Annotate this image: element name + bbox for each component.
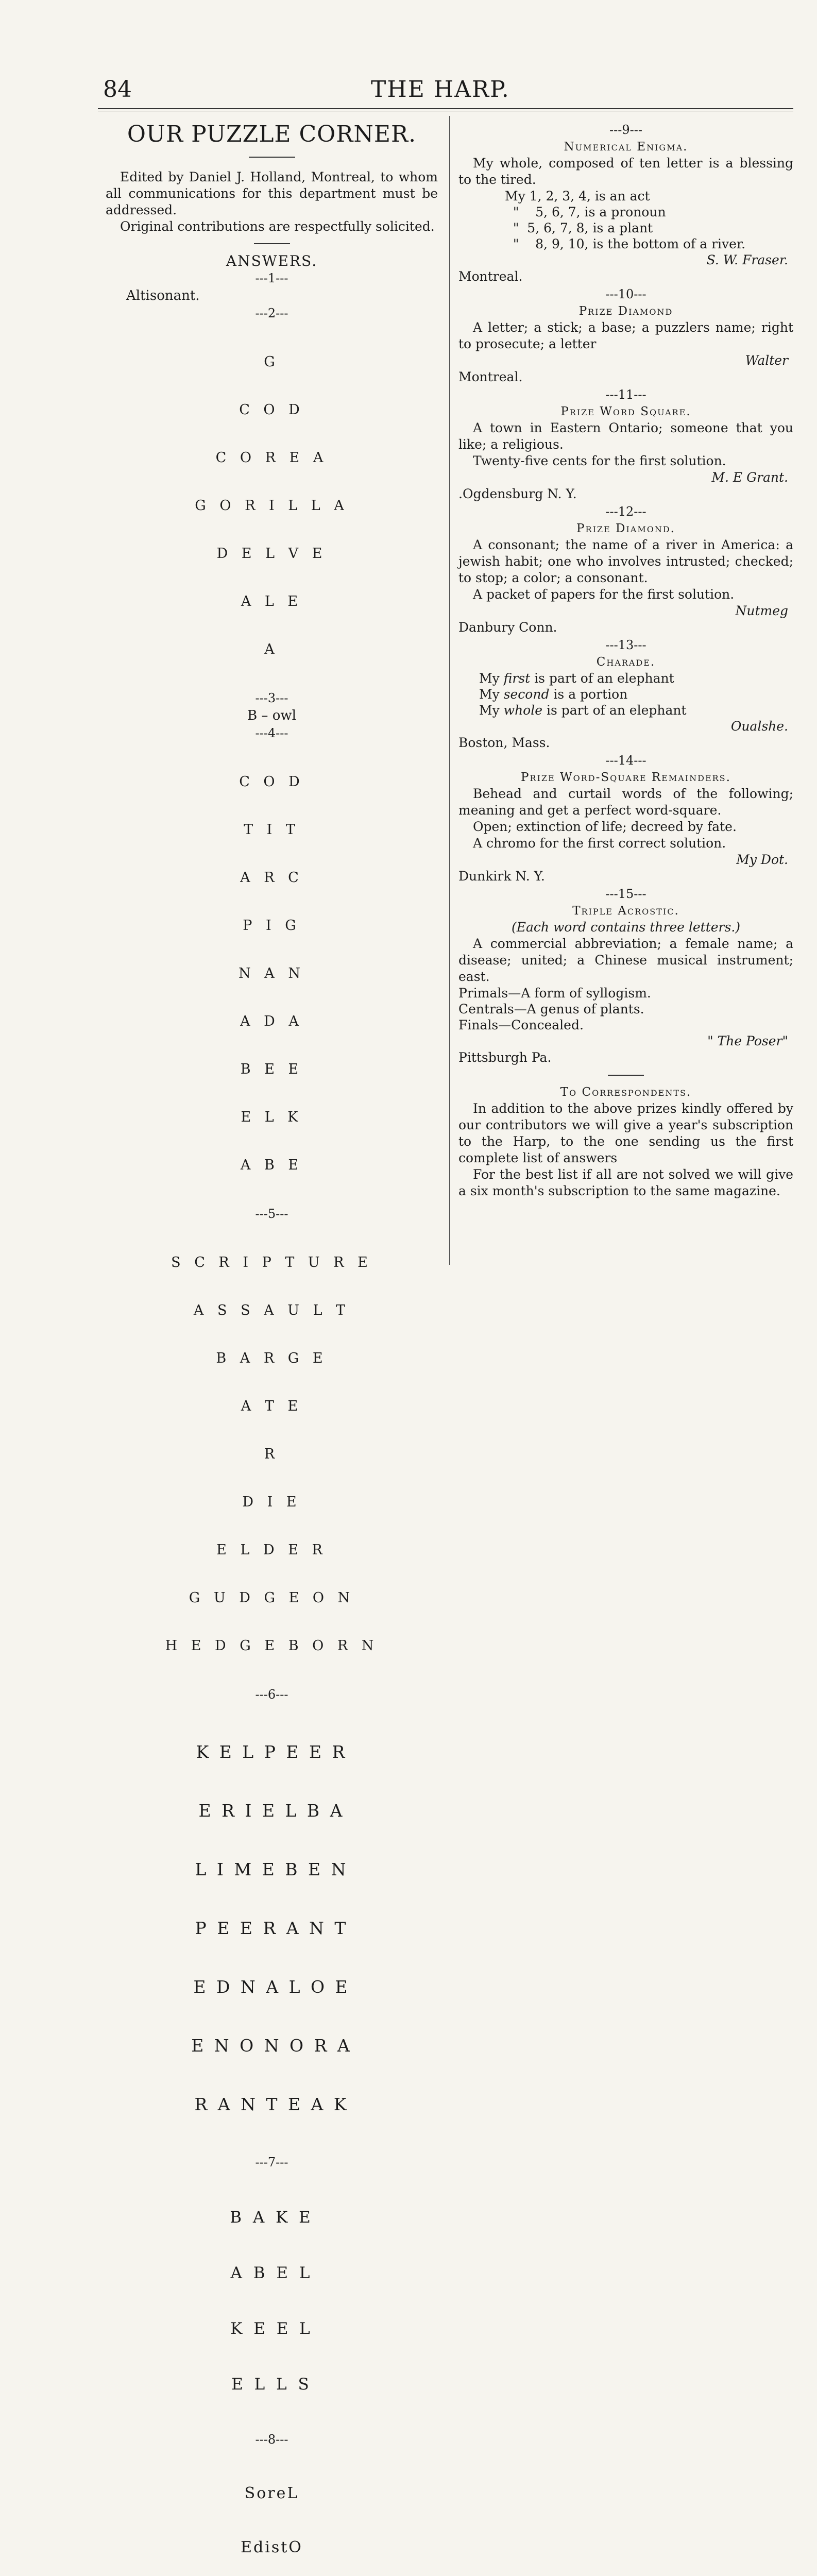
puzzle-number: ---14--- bbox=[605, 753, 646, 768]
answer-number: ---4--- bbox=[255, 726, 288, 740]
contributor-location: .Ogdensburg N. Y. bbox=[458, 486, 577, 501]
contributor-signature: Oualshe. bbox=[730, 719, 788, 734]
puzzle-note: (Each word contains three letters.) bbox=[511, 920, 741, 935]
contributor-signature: My Dot. bbox=[736, 852, 788, 867]
contributor-signature: S. W. Fraser. bbox=[706, 252, 788, 267]
puzzle-text: My whole, composed of ten letter is a blessing to the tired. bbox=[458, 156, 793, 187]
grid-line: G O R I L L A bbox=[195, 498, 349, 514]
puzzle-text: A letter; a stick; a base; a puzzlers name; right to prosecute; a letter bbox=[458, 320, 793, 351]
puzzle-text: A commercial abbreviation; a female name; a disease; united; a Chinese musical instrument; east. bbox=[458, 936, 793, 984]
title-rule bbox=[249, 157, 295, 158]
charade-line-end: is a portion bbox=[549, 687, 628, 702]
puzzle-number: ---10--- bbox=[605, 287, 646, 301]
answer-number: ---1--- bbox=[255, 271, 288, 285]
grid-line: K E L P E E R bbox=[196, 1742, 348, 1762]
acrostic-finals: Finals—Concealed. bbox=[458, 1018, 584, 1032]
header-rule bbox=[98, 108, 793, 111]
answer-number: ---3--- bbox=[255, 691, 288, 705]
grid-line: A R C bbox=[240, 870, 303, 886]
grid-line: H E D G E B O R N bbox=[165, 1638, 379, 1654]
section-title: OUR PUZZLE CORNER. bbox=[127, 121, 417, 147]
puzzle-heading: Prize Diamond. bbox=[576, 522, 675, 535]
answer-6-grid bbox=[106, 1703, 438, 2154]
right-column bbox=[458, 121, 793, 1199]
divider-rule bbox=[608, 1075, 644, 1076]
page-header bbox=[103, 76, 793, 107]
grid-line: B A K E bbox=[230, 2208, 314, 2227]
grid-line: E D N A L O E bbox=[193, 1977, 350, 1997]
divider-rule bbox=[254, 243, 290, 244]
contributor-signature: Nutmeg bbox=[735, 603, 788, 618]
charade-keyword: second bbox=[503, 687, 550, 702]
puzzle-number: ---12--- bbox=[605, 504, 646, 519]
left-column bbox=[106, 121, 438, 2576]
puzzle-heading: Charade. bbox=[596, 655, 656, 669]
correspondents-text: For the best list if all are not solved we will give a six month's subscription to the same magazine. bbox=[458, 1167, 793, 1198]
puzzle-heading: Prize Word Square. bbox=[560, 405, 691, 418]
answer-4-grid bbox=[106, 742, 438, 1205]
puzzle-text: A town in Eastern Ontario; someone that you like; a religious. bbox=[458, 420, 793, 452]
contributor-location: Dunkirk N. Y. bbox=[458, 869, 545, 884]
grid-line: A S S A U L T bbox=[193, 1302, 350, 1318]
acrostic-primals: Primals—A form of syllogism. bbox=[458, 986, 651, 1001]
grid-line: P I G bbox=[243, 918, 301, 934]
editor-note: Edited by Daniel J. Holland, Montreal, to whom all communications for this department must be addressed. bbox=[106, 170, 438, 217]
grid-line: B E E bbox=[240, 1061, 303, 1077]
grid-line: S C R I P T U R E bbox=[171, 1255, 372, 1270]
answer-2-diamond bbox=[106, 322, 438, 689]
charade-line-start: My bbox=[479, 703, 504, 718]
answer-5-grid bbox=[106, 1223, 438, 1686]
page-number: 84 bbox=[103, 76, 132, 103]
correspondents-heading: To Correspondents. bbox=[560, 1086, 692, 1099]
grid-line: D E L V E bbox=[216, 546, 327, 562]
grid-line: K E E L bbox=[230, 2319, 313, 2338]
answer-number: ---7--- bbox=[255, 2155, 288, 2170]
puzzle-number: ---9--- bbox=[609, 123, 642, 137]
answer-number: ---5--- bbox=[255, 1207, 288, 1221]
grid-line: A B E bbox=[240, 1157, 303, 1173]
answer-1: Altisonant. bbox=[126, 288, 200, 303]
grid-line: A T E bbox=[241, 1398, 303, 1414]
answer-number: ---6--- bbox=[255, 1687, 288, 1702]
contributor-signature: Walter bbox=[745, 353, 788, 368]
puzzle-heading: Triple Acrostic. bbox=[572, 904, 679, 918]
charade-keyword: first bbox=[503, 671, 531, 686]
puzzle-heading: Prize Diamond bbox=[578, 304, 673, 318]
puzzle-heading: Numerical Enigma. bbox=[564, 140, 688, 154]
charade-line-start: My bbox=[479, 671, 504, 686]
acrostic-centrals: Centrals—A genus of plants. bbox=[458, 1002, 644, 1016]
contributor-location: Pittsburgh Pa. bbox=[458, 1050, 552, 1065]
grid-line: E L D E R bbox=[216, 1542, 327, 1558]
grid-line: A B E L bbox=[230, 2264, 313, 2282]
grid-line: E R I E L B A bbox=[198, 1801, 345, 1821]
answers-heading: ANSWERS. bbox=[226, 252, 318, 269]
puzzle-text: Behead and curtail words of the following; meaning and get a perfect word-square. bbox=[458, 786, 793, 818]
grid-line: C O D bbox=[239, 402, 304, 418]
grid-line: E L K bbox=[241, 1109, 303, 1125]
grid-line: A L E bbox=[241, 594, 303, 609]
contributor-location: Danbury Conn. bbox=[458, 620, 557, 635]
grid-line: E L L S bbox=[231, 2375, 312, 2394]
charade-line bbox=[479, 702, 793, 718]
charade-line bbox=[479, 670, 793, 686]
charade-keyword: whole bbox=[503, 703, 543, 718]
grid-line: E N O N O R A bbox=[191, 2036, 352, 2056]
grid-line: EdistO bbox=[241, 2538, 303, 2556]
correspondents-text: In addition to the above prizes kindly offered by our contributors we will give a year's subscription to the Harp, to the one sending us the first complete list of answers bbox=[458, 1101, 793, 1165]
contributor-location: Montreal. bbox=[458, 369, 523, 384]
enigma-line: My 1, 2, 3, 4, is an act bbox=[505, 189, 650, 204]
charade-line-end: is part of an elephant bbox=[530, 671, 674, 686]
grid-line: R bbox=[264, 1446, 280, 1462]
column-divider bbox=[449, 116, 450, 1265]
grid-line: P E E R A N T bbox=[195, 1918, 349, 1938]
puzzle-number: ---15--- bbox=[605, 887, 646, 901]
puzzle-clues: Open; extinction of life; decreed by fate. bbox=[473, 819, 737, 834]
grid-line: G bbox=[264, 354, 280, 370]
grid-line: A bbox=[264, 641, 279, 657]
grid-line: R A N T E A K bbox=[194, 2094, 349, 2114]
prize-text: A packet of papers for the first solution. bbox=[473, 587, 735, 602]
contributor-signature: M. E Grant. bbox=[711, 470, 788, 485]
grid-line: C O D bbox=[239, 774, 304, 790]
answer-7-grid bbox=[106, 2171, 438, 2431]
prize-text: A chromo for the first correct solution. bbox=[473, 836, 726, 851]
grid-line: T I T bbox=[244, 822, 300, 838]
puzzle-heading: Prize Word-Square Remainders. bbox=[521, 771, 731, 784]
grid-line: C O R E A bbox=[215, 450, 328, 466]
grid-line: B A R G E bbox=[216, 1350, 328, 1366]
enigma-line: " 5, 6, 7, is a pronoun bbox=[505, 205, 666, 219]
answer-number: ---8--- bbox=[255, 2432, 288, 2447]
grid-line: D I E bbox=[242, 1494, 301, 1510]
contributor-signature: " The Poser" bbox=[707, 1033, 788, 1048]
contributor-location: Boston, Mass. bbox=[458, 735, 550, 750]
charade-line bbox=[479, 686, 793, 702]
answer-number: ---2--- bbox=[255, 306, 288, 320]
grid-line: N A N bbox=[239, 965, 305, 981]
puzzle-text: A consonant; the name of a river in America: a jewish habit; one who involves intrusted; checked; to stop; a color; a consonant. bbox=[458, 537, 793, 585]
prize-text: Twenty-five cents for the first solution. bbox=[473, 453, 726, 468]
grid-line: SoreL bbox=[244, 2484, 299, 2502]
puzzle-number: ---13--- bbox=[605, 638, 646, 652]
running-head: THE HARP. bbox=[371, 76, 510, 103]
contributor-location: Montreal. bbox=[458, 269, 523, 284]
answer-8-grid bbox=[106, 2448, 438, 2576]
enigma-line: " 8, 9, 10, is the bottom of a river. bbox=[505, 236, 746, 251]
enigma-line: " 5, 6, 7, 8, is a plant bbox=[505, 221, 653, 235]
grid-line: A D A bbox=[240, 1013, 303, 1029]
answer-3: B – owl bbox=[247, 708, 296, 723]
puzzle-number: ---11--- bbox=[605, 387, 646, 402]
grid-line: G U D G E O N bbox=[189, 1590, 355, 1606]
contributions-note: Original contributions are respectfully solicited. bbox=[120, 219, 435, 234]
charade-line-end: is part of an elephant bbox=[542, 703, 687, 718]
charade-line-start: My bbox=[479, 687, 504, 702]
grid-line: L I M E B E N bbox=[195, 1859, 349, 1879]
